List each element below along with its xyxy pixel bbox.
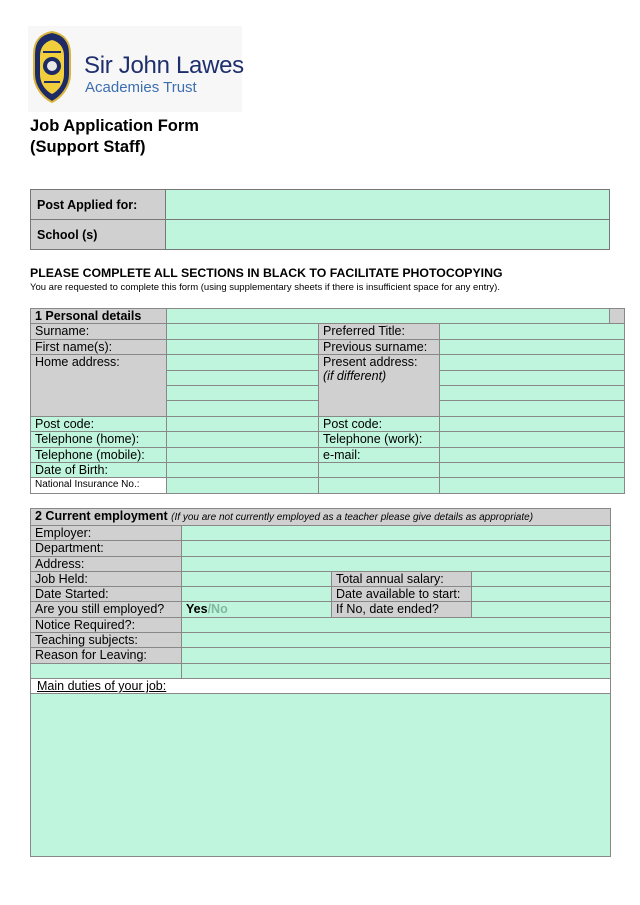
if-different-text: (if different) bbox=[323, 369, 387, 384]
personal-details-heading: 1 Personal details bbox=[31, 309, 167, 324]
post-applied-label: Post Applied for: bbox=[31, 190, 166, 220]
address-input[interactable] bbox=[182, 556, 611, 571]
instructions-heading: PLEASE COMPLETE ALL SECTIONS IN BLACK TO FACILITATE PHOTOCOPYING bbox=[30, 266, 503, 280]
telephone-home-input[interactable] bbox=[167, 432, 319, 447]
job-held-label: Job Held: bbox=[31, 571, 182, 586]
present-address-text: Present address: bbox=[323, 355, 418, 370]
no-option[interactable]: No bbox=[211, 602, 228, 617]
option-separator: / bbox=[207, 602, 212, 617]
title-line-2: (Support Staff) bbox=[30, 138, 146, 156]
still-employed-choice[interactable] bbox=[182, 602, 332, 617]
school-crest-icon bbox=[30, 30, 74, 104]
home-address-line-1[interactable] bbox=[167, 355, 319, 370]
telephone-mobile-label: Telephone (mobile): bbox=[31, 447, 167, 462]
job-held-input[interactable] bbox=[182, 571, 332, 586]
email-input[interactable] bbox=[440, 447, 625, 462]
date-started-input[interactable] bbox=[182, 587, 332, 602]
post-code-right-input[interactable] bbox=[440, 416, 625, 431]
present-address-line-1[interactable] bbox=[440, 355, 625, 370]
email-label: e-mail: bbox=[319, 447, 440, 462]
post-code-input[interactable] bbox=[167, 416, 319, 431]
employment-heading-note: (If you are not currently employed as a teacher please give details as appropriate) bbox=[171, 512, 534, 523]
preferred-title-input[interactable] bbox=[440, 324, 625, 339]
present-address-line-3[interactable] bbox=[440, 385, 625, 400]
date-started-label: Date Started: bbox=[31, 587, 182, 602]
notice-input[interactable] bbox=[182, 617, 611, 632]
main-duties-label-cell bbox=[31, 678, 611, 693]
home-address-label: Home address: bbox=[31, 355, 167, 417]
employer-label: Employer: bbox=[31, 526, 182, 541]
still-employed-label: Are you still employed? bbox=[31, 602, 182, 617]
home-address-line-2[interactable] bbox=[167, 370, 319, 385]
preferred-title-label: Preferred Title: bbox=[319, 324, 440, 339]
personal-heading-fill bbox=[167, 309, 610, 324]
if-no-date-input[interactable] bbox=[472, 602, 611, 617]
department-label: Department: bbox=[31, 541, 182, 556]
telephone-work-label: Telephone (work): bbox=[319, 432, 440, 447]
school-input[interactable] bbox=[166, 220, 610, 250]
logo-name: Sir John Lawes bbox=[84, 52, 244, 79]
yes-option[interactable]: Yes bbox=[186, 602, 208, 617]
extra-field-1[interactable] bbox=[319, 462, 440, 477]
surname-label: Surname: bbox=[31, 324, 167, 339]
present-address-line-4[interactable] bbox=[440, 401, 625, 416]
telephone-mobile-input[interactable] bbox=[167, 447, 319, 462]
ni-label: National Insurance No.: bbox=[31, 478, 167, 493]
extra-field-2[interactable] bbox=[440, 462, 625, 477]
surname-input[interactable] bbox=[167, 324, 319, 339]
telephone-work-input[interactable] bbox=[440, 432, 625, 447]
first-names-label: First name(s): bbox=[31, 339, 167, 354]
main-duties-label: Main duties of your job: bbox=[37, 678, 167, 693]
extra-field-4[interactable] bbox=[440, 478, 625, 493]
total-salary-input[interactable] bbox=[472, 571, 611, 586]
present-address-label bbox=[319, 355, 440, 417]
personal-details-table bbox=[30, 308, 625, 494]
home-address-line-3[interactable] bbox=[167, 385, 319, 400]
if-no-date-label: If No, date ended? bbox=[332, 602, 472, 617]
logo-subtitle: Academies Trust bbox=[85, 79, 197, 96]
previous-surname-input[interactable] bbox=[440, 339, 625, 354]
teaching-subjects-label: Teaching subjects: bbox=[31, 633, 182, 648]
personal-heading-end bbox=[610, 309, 625, 324]
post-code-right-label: Post code: bbox=[319, 416, 440, 431]
dob-input[interactable] bbox=[167, 462, 319, 477]
ni-input[interactable] bbox=[167, 478, 319, 493]
school-label: School (s) bbox=[31, 220, 166, 250]
department-input[interactable] bbox=[182, 541, 611, 556]
reason-input[interactable] bbox=[182, 648, 611, 663]
post-applied-input[interactable] bbox=[166, 190, 610, 220]
teaching-subjects-input[interactable] bbox=[182, 633, 611, 648]
employment-heading-cell bbox=[31, 509, 611, 526]
logo bbox=[28, 26, 242, 112]
first-names-input[interactable] bbox=[167, 339, 319, 354]
reason-label: Reason for Leaving: bbox=[31, 648, 182, 663]
employer-input[interactable] bbox=[182, 526, 611, 541]
address-label: Address: bbox=[31, 556, 182, 571]
telephone-home-label: Telephone (home): bbox=[31, 432, 167, 447]
reason-extra-right[interactable] bbox=[182, 663, 611, 678]
page-title bbox=[30, 116, 199, 158]
extra-field-3[interactable] bbox=[319, 478, 440, 493]
title-line-1: Job Application Form bbox=[30, 117, 199, 135]
home-address-line-4[interactable] bbox=[167, 401, 319, 416]
employment-heading: 2 Current employment bbox=[35, 509, 168, 523]
main-duties-input[interactable] bbox=[31, 694, 611, 857]
post-code-label: Post code: bbox=[31, 416, 167, 431]
post-applied-table bbox=[30, 189, 610, 250]
dob-label: Date of Birth: bbox=[31, 462, 167, 477]
previous-surname-label: Previous surname: bbox=[319, 339, 440, 354]
total-salary-label: Total annual salary: bbox=[332, 571, 472, 586]
notice-label: Notice Required?: bbox=[31, 617, 182, 632]
reason-extra-left[interactable] bbox=[31, 663, 182, 678]
date-available-input[interactable] bbox=[472, 587, 611, 602]
current-employment-table bbox=[30, 508, 611, 857]
date-available-label: Date available to start: bbox=[332, 587, 472, 602]
instructions-subtext: You are requested to complete this form (using supplementary sheets if there is insufficient space for any entry). bbox=[30, 282, 500, 293]
present-address-line-2[interactable] bbox=[440, 370, 625, 385]
